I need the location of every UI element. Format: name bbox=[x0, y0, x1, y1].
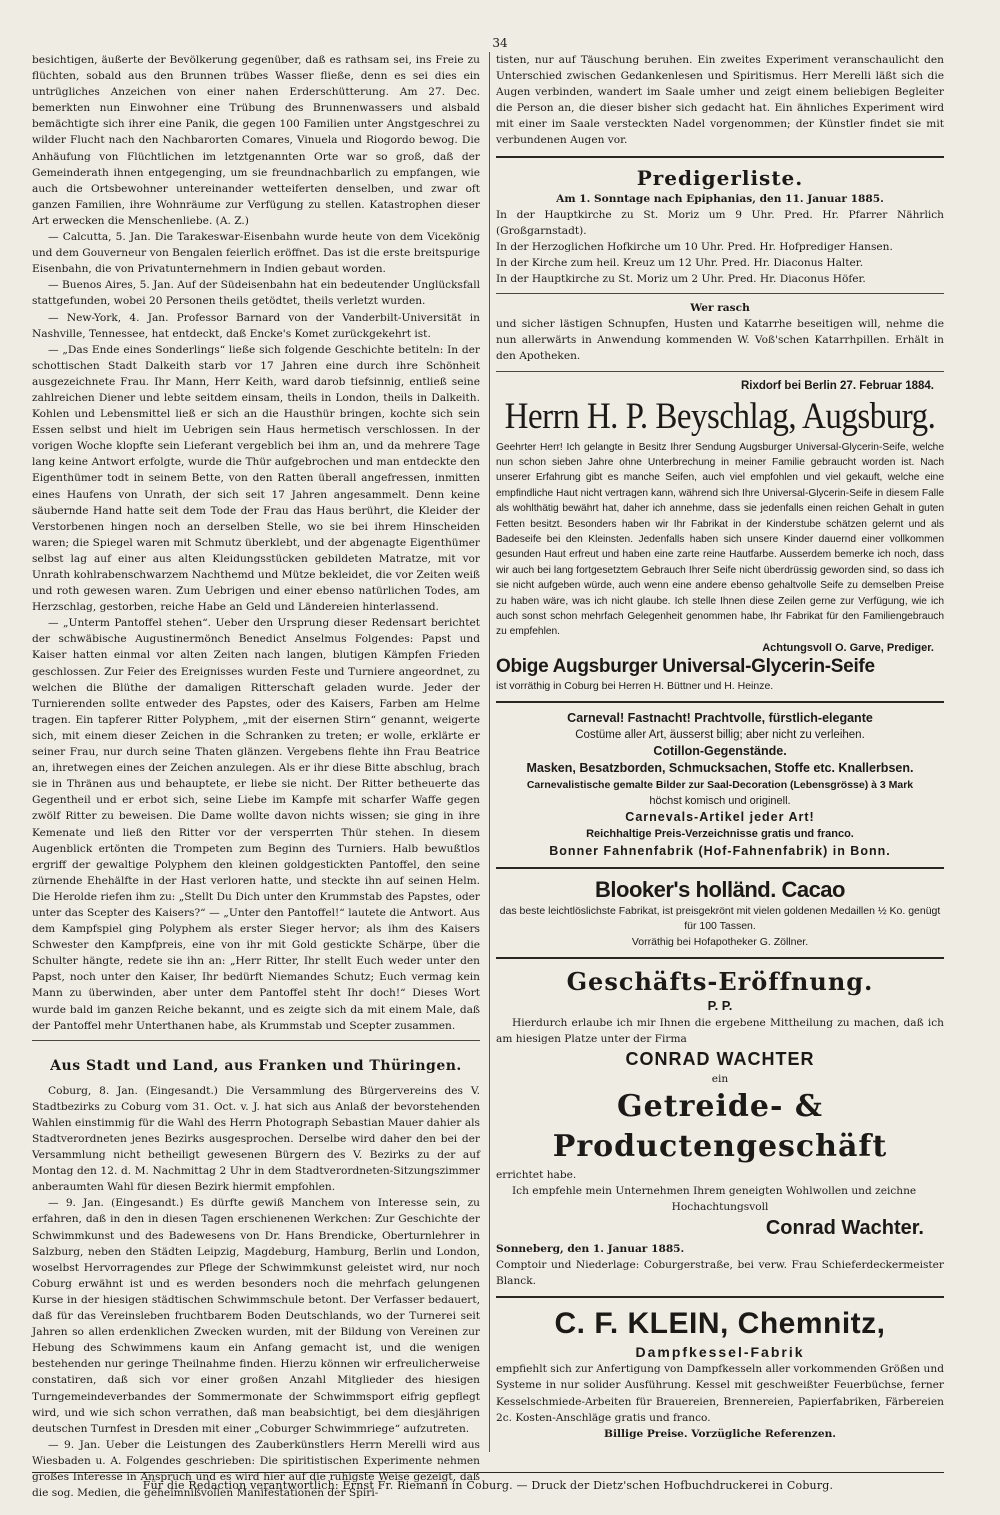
letter-signature: Achtungsvoll O. Garve, Prediger. bbox=[762, 641, 934, 654]
beyschlag-letter: Geehrter Herr! Ich gelangte in Besitz Ihrer Sendung Augsburger Universal-Glycerin-Seife, welche nun schon sieben Jahre ohne Unterbrechung in meiner Familie gebraucht worden ist. Nach unserer Erfahrung gibt es manche Seifen, auch viel empfohlen und viel gekauft, welche eine empfindliche Haut nicht vertragen kann, während sich Ihre Universal-Glycerin-Seife in diesem Falle als wohlthätig bewährt hat, daher ich annehme, dass sie jedenfalls einen reichen Gehalt in guten Fetten besitzt. Besonders haben wir Ihr Fabrikat in der Kinderstube schätzen gelernt und als Badeseife bei den Kleinsten. Jedenfalls haben sich unsere Kinder dauernd einer vollkommen gesunden Haut erfreut und haben eine zarte reine Hautfarbe. Ausserdem bemerke ich noch, dass wir auch bei lang fortgesetztem Gebrauch Ihrer Seife nicht überdrüssig geworden sind, so dass ich sie nicht aufgeben würde, auch wenn eine andere ebenso gehaltvolle Seife zu demselben Preise zu haben wäre, was ich nicht glaube. Ich stelle Ihnen diese Zeilen gerne zur Verfügung, wie ich auch sonst schon mehrfach Gelegenheit genommen habe, Ihr Fabrikat für den Familiengebrauch zu empfehlen. bbox=[496, 441, 944, 638]
ad-rule bbox=[496, 701, 944, 703]
eroeffnung-text: Hierdurch erlaube ich mir Ihnen die ergebene Mittheilung zu machen, daß ich am hiesigen Platze unter der Firma bbox=[496, 1016, 944, 1045]
getreide-heading: Getreide- & Productengeschäft bbox=[552, 1088, 888, 1164]
sonneberg-date: Sonneberg, den 1. Januar 1885. bbox=[496, 1243, 685, 1256]
ein-word: ein bbox=[711, 1072, 729, 1085]
comptoir-line: Comptoir und Niederlage: Coburgerstraße, bei verw. Frau Schieferdeckermeister Blanck. bbox=[496, 1259, 944, 1288]
ad-rule bbox=[496, 156, 944, 158]
predigerliste-line: In der Hauptkirche zu St. Moriz um 2 Uhr. Pred. Hr. Diaconus Höfer. bbox=[496, 273, 866, 286]
right-column bbox=[496, 52, 944, 1442]
carneval-line: Carnevalistische gemalte Bilder zur Saal-Decoration (Lebensgrösse) à 3 Mark bbox=[526, 779, 914, 792]
carneval-line: Costüme aller Art, äusserst billig; aber nicht zu verleihen. bbox=[575, 729, 865, 742]
article-earthquake: besichtigen, äußerte der Bevölkerung gegenüber, daß es rathsam sei, ins Freie zu flüchten, sobald aus den Brunnen trübes Wasser fließe, denn es sei dies ein untrügliches Anzeichen von einer nahen Erderschütterung. Am 27. Dec. bemerkten nun Einwohner eine Trübung des Brunnenwassers und alsbald bemächtigte sich ihrer eine Panik, die gegen 100 Familien unter Angstgeschrei zu wilder Flucht nach den Nachbarorten Comares, Vinuela und Riogordo bewog. Die Anhäufung von Flüchtlichen im letztgenannten Orte war so groß, daß der Gemeinderath ihnen entgegenging, um sie freundnachbarlich zu empfangen, wie auch die Ortsbewohner untereinander wetteiferten denselben, und zwar oft ganzen Familien, ihre Wohnräume zur Verfügung zu stellen. Katastrophen dieser Art erwecken die Menschenliebe. (A. Z.) bbox=[32, 54, 480, 227]
article-sonderling: — „Das Ende eines Sonderlings“ ließe sich folgende Geschichte betiteln: In der schottischen Stadt Dalkeith starb vor 17 Jahren eine durch ihre Schönheit ausgezeichnete Frau. Ihr Mann, Herr Keith, ward darob tiefsinnig, entließ seine zahlreichen Diener und lebte seitdem einsam, theils in London, theils in Dalkeith. Kohlen und Lebensmittel ließ er sich an die Hausthür bringen, kochte sich sein Essen selbst und hielt im Uebrigen sein Haus hermetisch verschlossen. In der vorigen Woche klopfte sein Lieferant vergeblich bei ihm an, und da mehrere Tage lang keine Antwort erfolgte, wurde die Thür aufgebrochen und man entdeckte den Eigenthümer todt in seinem Bette, von den Ratten überall angefressen, inmitten eines Haufens von Unrath, der sich seit 17 Jahren angesammelt. Denn keine säubernde Hand hatte seit dem Tode der Frau das Haus berührt, die Kleider der Verstorbenen hingen noch an derselben Stelle, wo sie bei ihrem Hinscheiden waren; die Spiegel waren mit Schmutz überklebt, und der abgenagte Eigenthümer selbst lag auf einer aus alten Kleidungsstücken gebildeten Matratze, mit vor Unrath kohlrabenschwarzem Nachthemd und Mütze bekleidet, die vor Zeiten weiß und roth gewesen waren. Zum Uebrigen und einer ebenso natürlichen Todes, am Herzschlag, gestorben, reiche Habe an Geld und Ländereien hinterlassend. bbox=[32, 343, 480, 614]
ad-rule bbox=[496, 371, 944, 372]
firm-name: CONRAD WACHTER bbox=[625, 1048, 815, 1069]
carneval-line: Bonner Fahnenfabrik (Hof-Fahnenfabrik) in Bonn. bbox=[549, 844, 891, 859]
pp-line: P. P. bbox=[707, 998, 733, 1014]
ad-rule bbox=[496, 293, 944, 294]
glycerin-seife-heading: Obige Augsburger Universal-Glycerin-Seife bbox=[496, 655, 875, 677]
imprint-footer: Für die Redaction verantwortlich: Ernst Fr. Riemann in Coburg. — Druck der Dietz'schen Hofbuchdruckerei in Coburg. bbox=[32, 1472, 944, 1492]
signature-wachter: Conrad Wachter. bbox=[765, 1217, 924, 1240]
article-merelli-continued: tisten, nur auf Täuschung beruhen. Ein zweites Experiment veranschaulicht den Unterschied zwischen Gedankenlesen und Spiritismus. Herr Merelli läßt sich die Augen verbinden, wandert im Saale umher und zeigt einem beliebigen Begleiter die Person an, die dieser bisher sich gedacht hat. Ein ähnliches Experiment wird mit einer im Saale versteckten Nadel vorgenommen; der Künstler findet sie mit verbundenen Augen vor. bbox=[496, 54, 944, 147]
klein-heading: C. F. KLEIN, Chemnitz, bbox=[554, 1307, 886, 1341]
wer-rasch-title: Wer rasch bbox=[690, 302, 750, 315]
predigerliste-date: Am 1. Sonntage nach Epiphanias, den 11. Januar 1885. bbox=[556, 192, 884, 205]
article-coburg: Coburg, 8. Jan. (Eingesandt.) Die Versammlung des Bürgervereins des V. Stadtbezirks zu Coburg vom 31. Oct. v. J. hat sich aus Anlaß der bevorstehenden Wahlen einstimmig für die Wahl des Herrn Photograph Sebastian Mauer dahier als Stadtverordneten jenes Bezirks ausgesprochen. Derselbe wird daher den bei der Versammlung nicht betheiligt gewesenen Bürgern des V. Bezirks zu der auf Montag den 12. d. M. Nachmittag 2 Uhr in dem Stadtverordneten-Sitzungszimmer anberaumten Wahl für diesen Bezirk hiermit empfohlen. bbox=[32, 1084, 480, 1194]
left-column bbox=[32, 52, 480, 1501]
blooker-text: das beste leichtlöslichste Fabrikat, ist preisgekrönt mit vielen goldenen Medaillen ½ Ko. genügt für 100 Tassen. bbox=[499, 905, 941, 933]
blooker-heading: Blooker's holländ. Cacao bbox=[595, 877, 845, 903]
rixdorf-dateline: Rixdorf bei Berlin 27. Februar 1884. bbox=[740, 379, 934, 392]
carneval-line: Cotillon-Gegenstände. bbox=[653, 744, 787, 759]
ad-rule bbox=[496, 957, 944, 959]
glycerin-seife-stockist: ist vorräthig in Coburg bei Herren H. Büttner und H. Heinze. bbox=[496, 679, 774, 692]
predigerliste-line: In der Hauptkirche zu St. Moriz um 9 Uhr. Pred. Hr. Pfarrer Nährlich (Großgarnstadt). bbox=[496, 208, 944, 237]
geschaefts-eroeffnung-title: Geschäfts-Eröffnung. bbox=[566, 967, 874, 997]
dampfkessel-fabrik: Dampfkessel-Fabrik bbox=[635, 1344, 805, 1361]
column-divider bbox=[489, 52, 490, 1452]
article-pantoffel: — „Unterm Pantoffel stehen“. Ueber den Ursprung dieser Redensart berichtet der schwäbische Augustinermönch Benedict Anselmus Folgendes: Papst und Kaiser hatten einmal vor alten Zeiten nach langen, blutigen Kämpfen Frieden geschlossen. Zur Feier des Ereignisses wurden Feste und Turniere angeordnet, zu welchen die Blüthe der damaligen Ritterschaft geladen wurde. Jeder der Turnierenden sollte entweder des Papstes, oder des Kaisers, Farben am Helme tragen. Ein tapferer Ritter Polyphem, „mit der eisernen Stirn“ genannt, weigerte sich, mit einem dieser Zeichen in die Schranken zu treten; er wolle, erklärte er seiner Frau, nur durch seine Thaten glänzen. Vergebens flehte ihn Frau Beatrice an, ihretwegen eines der Zeichen anzulegen. Als er ihr diese Bitte abschlug, brach sie in Thränen aus und behauptete, er liebe sie nicht. Der Ritter betheuerte das Gegentheil und er erbot sich, seine Liebe im Kampfe mit scharfer Waffe gegen zwölf Ritter zu beweisen. Die Dame wollte davon nichts wissen; sie ging in ihre Kemenate und ließ den Ritter vor der versperrten Thür stehen. In diesem Augenblick ertönten die Trompeten zum Beginn des Turniers. Halb bewußtlos ergriff der gewaltige Polyphem den kleinen goldgestickten Pantoffel, den seine zürnende Ehehälfte in der Hast verloren hatte, und steckte ihn auf seinen Helm. Die Herolde riefen ihm zu: „Stellt Du Dich unter den Krummstab des Papstes, oder unter das Scepter des Kaisers?“ — „Unter den Pantoffel!“ lautete die Antwort. Aus dem Kampfspiel ging Polyphem als erster Sieger hervor; als ihm des Kaisers Schwester den Kampfpreis, eine von ihr mit Gold gestickte Schärpe, über die Schulter hängte, redete sie ihn an: „Herr Ritter, Ihr stellt Euch weder unter den Papst, noch unter den Kaiser, Ihr bedürft Niemandes Schutz; Euch vermag kein Mann zu überwinden, aber unter dem Pantoffel steht Ihr doch!“ Dieses Wort wurde bald im ganzen Reiche bekannt, und es zeigte sich da mit einem Male, daß der Pantoffel mehr Unterthanen habe, als Krummstab und Scepter zusammen. bbox=[32, 617, 480, 1032]
klein-text: empfiehlt sich zur Anfertigung von Dampfkesseln aller vorkommenden Größen und Systeme in nur solider Ausführung. Kessel mit geschweißter Feuerbüchse, ferner Kesselschmiede-Arbeiten für Brauereien, Brennereien, Papierfabriken, Färbereien 2c. Kosten-Anschläge gratis und franco. bbox=[496, 1363, 944, 1424]
article-buenos-aires: — Buenos Aires, 5. Jan. Auf der Südeisenbahn hat ein bedeutender Unglücksfall stattgefunden, wobei 20 Personen theils getödtet, theils verletzt wurden. bbox=[32, 279, 480, 308]
article-merelli: — 9. Jan. Ueber die Leistungen des Zauberkünstlers Herrn Merelli wird aus Wiesbaden u. A. Folgendes geschrieben: Die spiritistischen Experimente nehmen großes Interesse in Anspruch und es wird hier auf die ruhigste Weise gezeigt, daß die sog. Medien, die geheimnißvollen Manifestationen der Spiri- bbox=[32, 1438, 480, 1500]
klein-end: Billige Preise. Vorzügliche Referenzen. bbox=[604, 1427, 836, 1440]
predigerliste-line: In der Kirche zum heil. Kreuz um 12 Uhr. Pred. Hr. Diaconus Halter. bbox=[496, 256, 864, 269]
carneval-line: Masken, Besatzborden, Schmucksachen, Stoffe etc. Knallerbsen. bbox=[526, 761, 914, 776]
article-calcutta: — Calcutta, 5. Jan. Die Tarakeswar-Eisenbahn wurde heute von dem Vicekönig und dem Gouverneur von Bengalen feierlich eröffnet. Das ist die erste breitspurige Eisenbahn, die von Privatunternehmern in Indien gebaut worden. bbox=[32, 231, 480, 276]
ad-rule bbox=[496, 1296, 944, 1298]
carneval-line: höchst komisch und originell. bbox=[649, 795, 791, 808]
blooker-stockist: Vorräthig bei Hofapotheker G. Zöllner. bbox=[631, 936, 809, 949]
carneval-line: Reichhaltige Preis-Verzeichnisse gratis und franco. bbox=[586, 828, 854, 841]
carneval-line: Carnevals-Artikel jeder Art! bbox=[625, 810, 815, 825]
wer-rasch-text: und sicher lästigen Schnupfen, Husten und Katarrhe beseitigen will, nehme die nun allerwärts in Anwendung kommenden W. Voß'schen Katarrhpillen. Erhält in den Apotheken. bbox=[496, 318, 944, 363]
predigerliste-title: Predigerliste. bbox=[636, 165, 804, 190]
predigerliste-line: In der Herzoglichen Hofkirche um 10 Uhr. Pred. Hr. Hofprediger Hansen. bbox=[496, 240, 893, 253]
section-title: Aus Stadt und Land, aus Franken und Thüringen. bbox=[50, 1057, 462, 1074]
article-new-york: — New-York, 4. Jan. Professor Barnard von der Vanderbilt-Universität in Nashville, Tennessee, hat entdeckt, daß Encke's Komet zurückgekehrt ist. bbox=[32, 311, 480, 340]
carneval-line: Carneval! Fastnacht! Prachtvolle, fürstlich-elegante bbox=[567, 711, 873, 726]
hochachtungsvoll: Hochachtungsvoll bbox=[671, 1201, 769, 1213]
section-rule bbox=[32, 1040, 480, 1041]
errichtet-line: errichtet habe. bbox=[496, 1168, 577, 1181]
page-number: 34 bbox=[492, 36, 508, 50]
article-schwimmen: — 9. Jan. (Eingesandt.) Es dürfte gewiß Manchem von Interesse sein, zu erfahren, daß in den in diesen Tagen erschienenen Werkchen: Zur Geschichte der Schwimmkunst und des Badewesens von Dr. Hans Brendicke, Oberturnlehrer in Salzburg, neben den Städten Leipzig, Magdeburg, Hamburg, Berlin und London, woselbst Hervorragendes zur Pflege der Schwimmkunst geleistet wird, nur noch Coburg erwähnt ist und es werden besonders noch die mehrfach gelungenen Kurse in der hiesigen städtischen Schwimmschule betont. Der Verfasser bedauert, daß für das Vereinsleben fruchtbarem Boden Deutschlands, wo der Turnerei seit Jahren so allen erdenklichen Zwecken wurden, mit der Bildung von Vereinen zur Hebung des Schwimmens kaum ein Anfang gemacht ist, und die wenigen bestehenden nur geringe Theilnahme finden. Hierzu können wir erfreulicherweise constatiren, daß sich vor einer großen Anzahl Mitglieder des hiesigen Turngemeindeverbandes der Sommermonate der Schwimmsport eifrig gepflegt wird, und wie sich schon verrathen, daß man beabsichtigt, bei dem diesjährigen deutschen Turnfest in Dresden mit einer „Coburger Schwimmriege“ aufzutreten. bbox=[32, 1197, 480, 1435]
beyschlag-heading: Herrn H. P. Beyschlag, Augsburg. bbox=[504, 396, 936, 437]
empfehle-line: Ich empfehle mein Unternehmen Ihrem geneigten Wohlwollen und zeichne bbox=[512, 1184, 917, 1197]
ad-rule bbox=[496, 867, 944, 869]
